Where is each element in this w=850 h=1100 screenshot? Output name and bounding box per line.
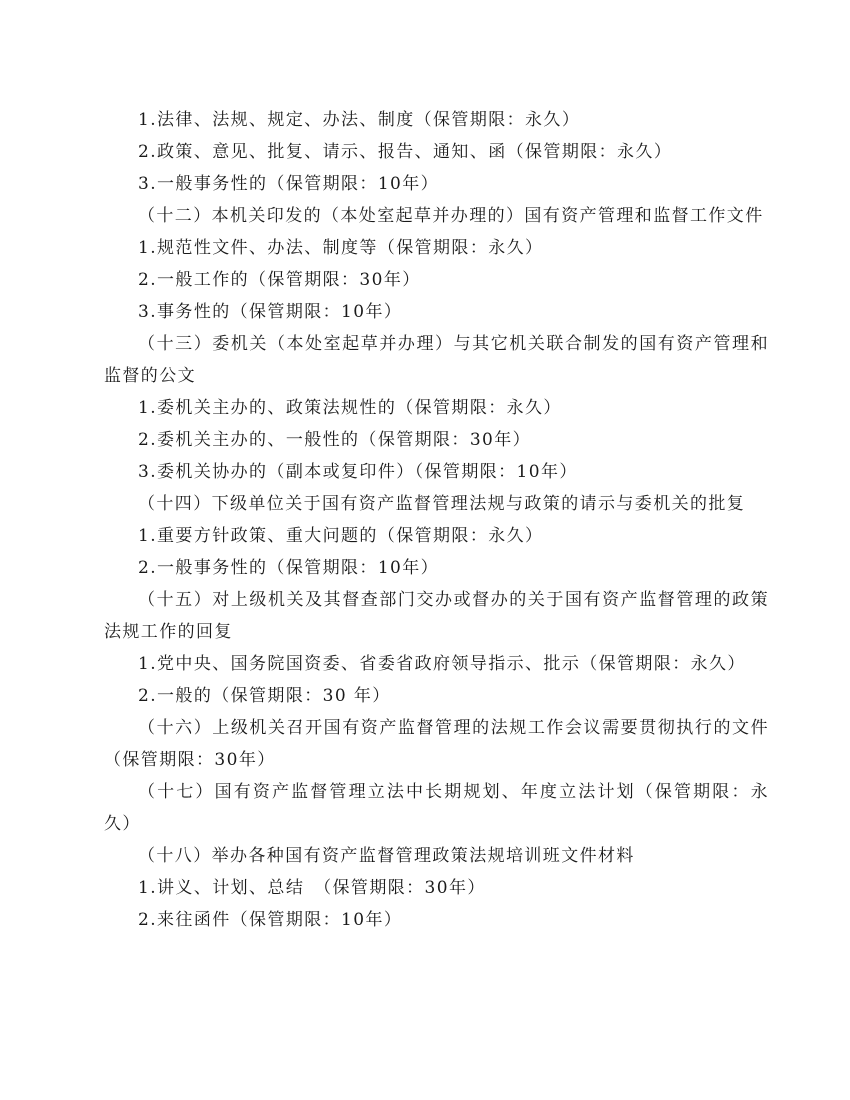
list-item: 3.一般事务性的（保管期限：10年） bbox=[138, 174, 440, 194]
section-heading: （十四）下级单位关于国有资产监督管理法规与政策的请示与委机关的批复 bbox=[138, 494, 746, 514]
section-heading: （十三）委机关（本处室起草并办理）与其它机关联合制发的国有资产管理和监督的公文 bbox=[104, 334, 769, 386]
document-body bbox=[104, 104, 769, 936]
list-item: 1.重要方针政策、重大问题的（保管期限：永久） bbox=[138, 526, 544, 546]
list-item: 1.讲义、计划、总结 （保管期限：30年） bbox=[138, 878, 486, 898]
list-item: 2.委机关主办的、一般性的（保管期限：30年） bbox=[138, 430, 532, 450]
list-item: 2.一般的（保管期限：30 年） bbox=[138, 686, 391, 706]
list-item: 1.党中央、国务院国资委、省委省政府领导指示、批示（保管期限：永久） bbox=[138, 654, 746, 674]
list-item: 1.规范性文件、办法、制度等（保管期限：永久） bbox=[138, 238, 544, 258]
list-item: 2.一般事务性的（保管期限：10年） bbox=[138, 558, 440, 578]
list-item: 2.来往函件（保管期限：10年） bbox=[138, 910, 403, 930]
list-item: 2.一般工作的（保管期限：30年） bbox=[138, 270, 421, 290]
section-heading: （十八）举办各种国有资产监督管理政策法规培训班文件材料 bbox=[138, 846, 635, 866]
list-item: 3.事务性的（保管期限：10年） bbox=[138, 302, 403, 322]
section-heading: （十二）本机关印发的（本处室起草并办理的）国有资产管理和监督工作文件 bbox=[138, 206, 764, 226]
section-heading: （十五）对上级机关及其督查部门交办或督办的关于国有资产监督管理的政策法规工作的回复 bbox=[104, 590, 769, 642]
section-heading: （十六）上级机关召开国有资产监督管理的法规工作会议需要贯彻执行的文件（保管期限：30年） bbox=[104, 718, 769, 770]
list-item: 1.法律、法规、规定、办法、制度（保管期限：永久） bbox=[138, 110, 581, 130]
section-heading: （十七）国有资产监督管理立法中长期规划、年度立法计划（保管期限：永久） bbox=[104, 782, 769, 834]
list-item: 3.委机关协办的（副本或复印件）（保管期限：10年） bbox=[138, 462, 578, 482]
list-item: 1.委机关主办的、政策法规性的（保管期限：永久） bbox=[138, 398, 562, 418]
list-item: 2.政策、意见、批复、请示、报告、通知、函（保管期限：永久） bbox=[138, 142, 673, 162]
